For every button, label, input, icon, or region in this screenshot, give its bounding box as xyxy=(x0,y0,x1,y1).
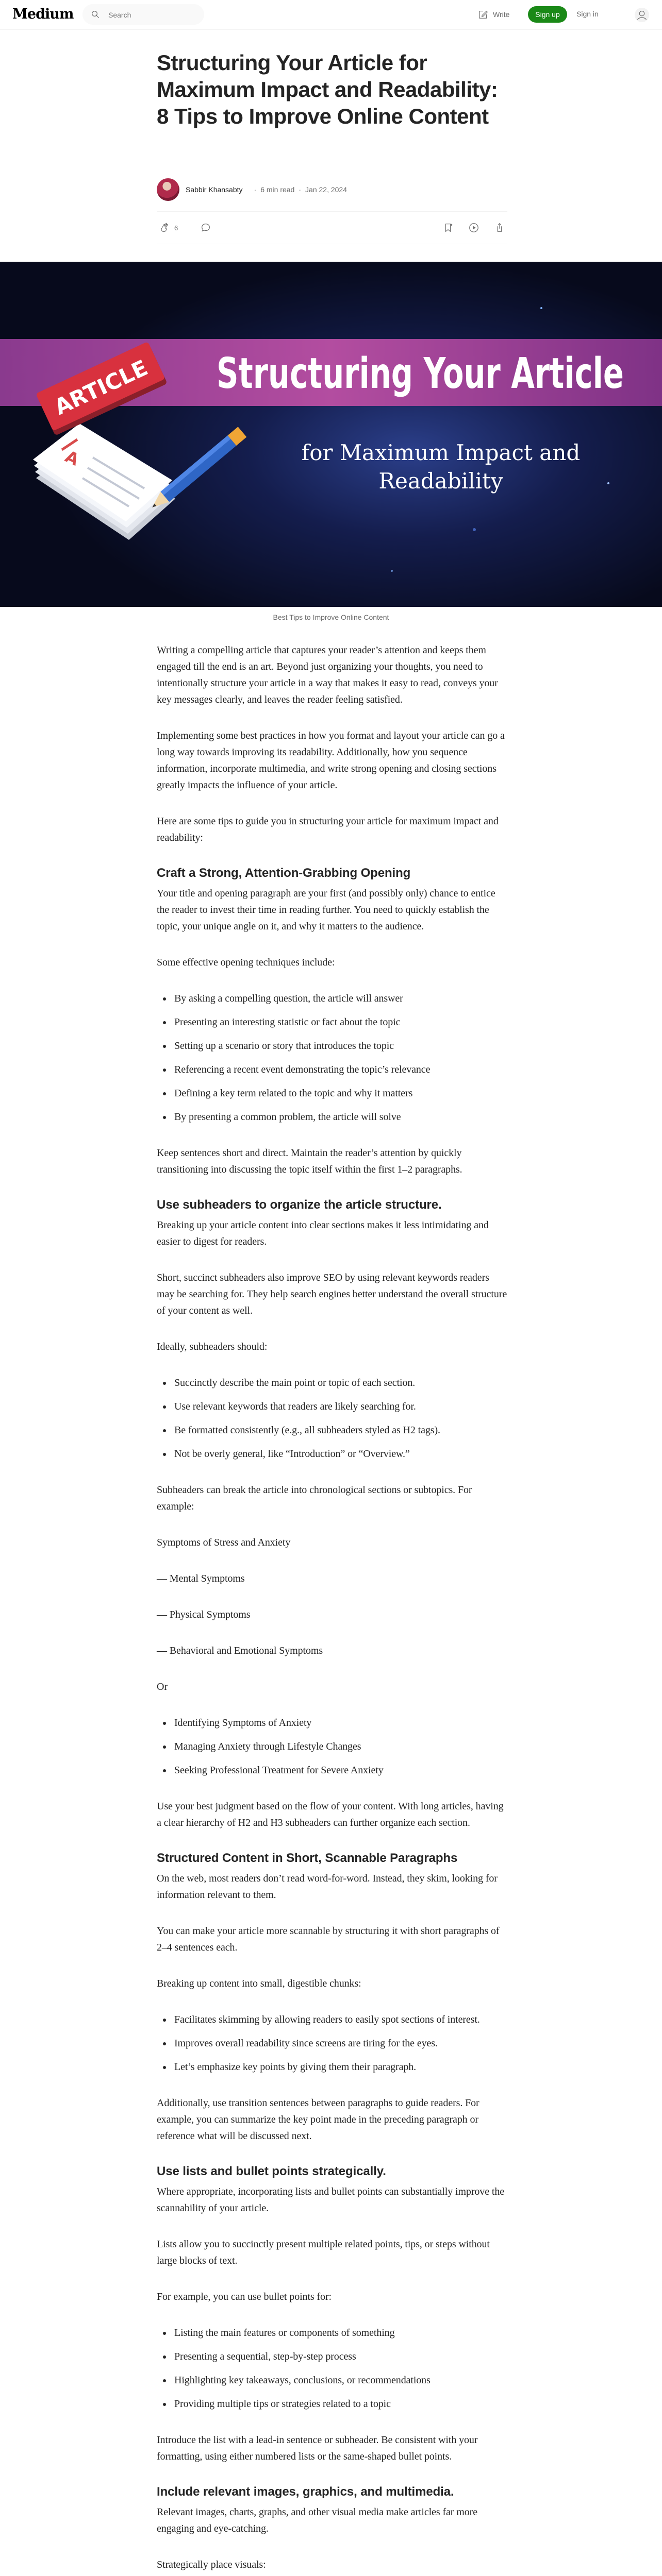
share-icon[interactable] xyxy=(494,222,505,233)
responses-button[interactable] xyxy=(200,222,211,235)
section-heading: Structured Content in Short, Scannable Paragraphs xyxy=(157,1851,458,1865)
list-item: • Succinctly describe the main point or topic of each section. xyxy=(172,1375,507,1391)
paragraph: Subheaders can break the article into chronological sections or subtopics. For example: xyxy=(157,1484,472,1512)
list-item: • Presenting a sequential, step-by-step process xyxy=(172,2348,507,2365)
list-item: • Referencing a recent event demonstrating the topic’s relevance xyxy=(172,1061,507,1078)
list-item: • By asking a compelling question, the article will answer xyxy=(172,990,507,1007)
svg-text:A: A xyxy=(62,446,82,470)
user-avatar-icon[interactable] xyxy=(634,7,650,23)
article-title: Structuring Your Article for Maximum Impact and Readability: 8 Tips to Improve Online Content xyxy=(157,50,498,128)
hero-caption: Best Tips to Improve Online Content xyxy=(273,613,389,621)
bullet-list xyxy=(157,2325,507,2412)
hero-banner-text: Structuring Your Article xyxy=(217,349,624,398)
paragraph: Some effective opening techniques include: xyxy=(157,957,335,968)
list-item: • By presenting a common problem, the article will solve xyxy=(172,1109,507,1125)
paragraph: Lists allow you to succinctly present multiple related points, tips, or steps without large blocks of text. xyxy=(157,2239,490,2266)
paragraph: Strategically place visuals: xyxy=(157,2559,266,2570)
write-link[interactable] xyxy=(477,9,509,20)
paragraph: Short, succinct subheaders also improve SEO by using relevant keywords readers may be searching for. They help search engines better understand the overall structure of your content as well. xyxy=(157,1272,507,1316)
paragraph: Additionally, use transition sentences between paragraphs to guide readers. For example, you can summarize the key point made in the preceding paragraph or reference what will be discussed next. xyxy=(157,2097,479,2142)
list-item: • Let’s emphasize key points by giving them their paragraph. xyxy=(172,2059,507,2075)
section-heading: Use subheaders to organize the article structure. xyxy=(157,1198,442,1212)
hero-subtitle-line1: for Maximum Impact and xyxy=(301,440,581,465)
bullet-list xyxy=(157,990,507,1125)
paragraph: Where appropriate, incorporating lists and bullet points can substantially improve the scannability of your article. xyxy=(157,2186,504,2214)
clap-icon xyxy=(159,222,170,233)
paragraph: Implementing some best practices in how you format and layout your article can go a long way towards improving its readability. Additionally, how you sequence information, incorporate multimedia, and write strong opening and closing sections greatly impacts the influence of your article. xyxy=(157,730,505,791)
paragraph: Here are some tips to guide you in structuring your article for maximum impact and readability: xyxy=(157,816,499,843)
list-item: • Highlighting key takeaways, conclusions, or recommendations xyxy=(172,2372,507,2388)
list-item: • Setting up a scenario or story that introduces the topic xyxy=(172,1038,507,1054)
list-item: • Managing Anxiety through Lifestyle Changes xyxy=(172,1738,507,1755)
bookmark-icon[interactable] xyxy=(442,222,454,233)
article-body xyxy=(157,642,507,2576)
list-item: • Use relevant keywords that readers are likely searching for. xyxy=(172,1398,507,1415)
example-line: — Mental Symptoms xyxy=(157,1573,245,1584)
paragraph: Use your best judgment based on the flow of your content. With long articles, having a clear hierarchy of H2 and H3 subheaders can further organize each section. xyxy=(157,1801,504,1828)
bullet-list xyxy=(157,1715,507,1778)
bullet-list xyxy=(157,2011,507,2075)
separator-dot: · xyxy=(299,185,302,194)
hero-subtitle-line2: Readability xyxy=(378,468,503,494)
separator-dot: · xyxy=(254,185,257,194)
list-item: • Listing the main features or components of something xyxy=(172,2325,507,2341)
list-item: • Identifying Symptoms of Anxiety xyxy=(172,1715,507,1731)
hero-illustration xyxy=(0,262,662,607)
bullet-list xyxy=(157,1375,507,1462)
paragraph: Writing a compelling article that captures your reader’s attention and keeps them engaged till the end is an art. Beyond just organizing your thoughts, you need to intentionally structure your article in a way that makes it easy to read, conveys your key messages clearly, and leaves the reader feeling satisfied. xyxy=(157,645,498,705)
byline xyxy=(157,178,507,201)
list-item: • Defining a key term related to the topic and why it matters xyxy=(172,1085,507,1101)
search-icon xyxy=(91,10,100,19)
paragraph: Keep sentences short and direct. Maintain the reader’s attention by quickly transitioning into discussing the topic itself within the first 1–2 paragraphs. xyxy=(157,1147,462,1175)
top-nav xyxy=(0,0,662,30)
author-avatar[interactable] xyxy=(157,178,179,201)
article-header xyxy=(157,49,507,130)
clap-button[interactable] xyxy=(159,222,178,233)
example-line: — Behavioral and Emotional Symptoms xyxy=(157,1645,323,1656)
clap-count: 6 xyxy=(174,224,178,232)
paragraph: You can make your article more scannable by structuring it with short paragraphs of 2–4 sentences each. xyxy=(157,1925,500,1953)
list-item: • Facilitates skimming by allowing readers to easily spot sections of interest. xyxy=(172,2011,507,2028)
paragraph: Relevant images, charts, graphs, and other visual media make articles far more engaging and eye-catching. xyxy=(157,2506,477,2534)
write-icon xyxy=(477,9,489,20)
article-tag-text: ARTICLE xyxy=(50,354,152,420)
write-label: Write xyxy=(493,10,510,19)
paragraph: Breaking up content into small, digestible chunks: xyxy=(157,1978,361,1989)
paragraph: On the web, most readers don’t read word-for-word. Instead, they skim, looking for information relevant to them. xyxy=(157,1873,498,1901)
list-item: • Presenting an interesting statistic or fact about the topic xyxy=(172,1014,507,1030)
action-bar xyxy=(157,211,507,244)
paragraph: For example, you can use bullet points for: xyxy=(157,2291,332,2302)
action-bar-right xyxy=(442,222,505,233)
section-heading: Include relevant images, graphics, and multimedia. xyxy=(157,2485,454,2499)
section-heading: Use lists and bullet points strategically. xyxy=(157,2164,386,2178)
signin-link[interactable]: Sign in xyxy=(576,10,599,18)
search-input[interactable] xyxy=(107,9,197,21)
paragraph: Breaking up your article content into clear sections makes it less intimidating and easier to digest for readers. xyxy=(157,1219,489,1247)
signup-button[interactable]: Sign up xyxy=(528,6,567,23)
example-line: Symptoms of Stress and Anxiety xyxy=(157,1537,291,1548)
medium-logo[interactable]: Medium xyxy=(12,6,74,22)
play-icon[interactable] xyxy=(468,222,479,233)
list-item: • Be formatted consistently (e.g., all subheaders styled as H2 tags). xyxy=(172,1422,507,1438)
section-heading: Craft a Strong, Attention-Grabbing Opening xyxy=(157,866,411,880)
example-line: — Physical Symptoms xyxy=(157,1609,251,1620)
list-item: • Improves overall readability since screens are tiring for the eyes. xyxy=(172,2035,507,2052)
paragraph: Your title and opening paragraph are your first (and possibly only) chance to entice the reader to invest their time in reading further. You need to quickly establish the topic, your unique angle on it, and why it matters to the audience. xyxy=(157,888,495,932)
paragraph: Or xyxy=(157,1681,168,1692)
hero-image xyxy=(0,262,662,607)
paragraph: Introduce the list with a lead-in sentence or subheader. Be consistent with your formatting, using either numbered lists or the same-shaped bullet points. xyxy=(157,2434,478,2462)
list-item: • Providing multiple tips or strategies related to a topic xyxy=(172,2396,507,2412)
list-item: • Seeking Professional Treatment for Severe Anxiety xyxy=(172,1762,507,1778)
search-box[interactable] xyxy=(82,4,204,25)
paragraph: Ideally, subheaders should: xyxy=(157,1341,268,1352)
comment-icon xyxy=(200,222,211,233)
list-item: • Not be overly general, like “Introduction” or “Overview.” xyxy=(172,1446,507,1462)
author-name[interactable]: Sabbir Khansabty xyxy=(186,185,243,194)
publish-date: Jan 22, 2024 xyxy=(305,185,347,194)
read-time: 6 min read xyxy=(260,185,295,194)
